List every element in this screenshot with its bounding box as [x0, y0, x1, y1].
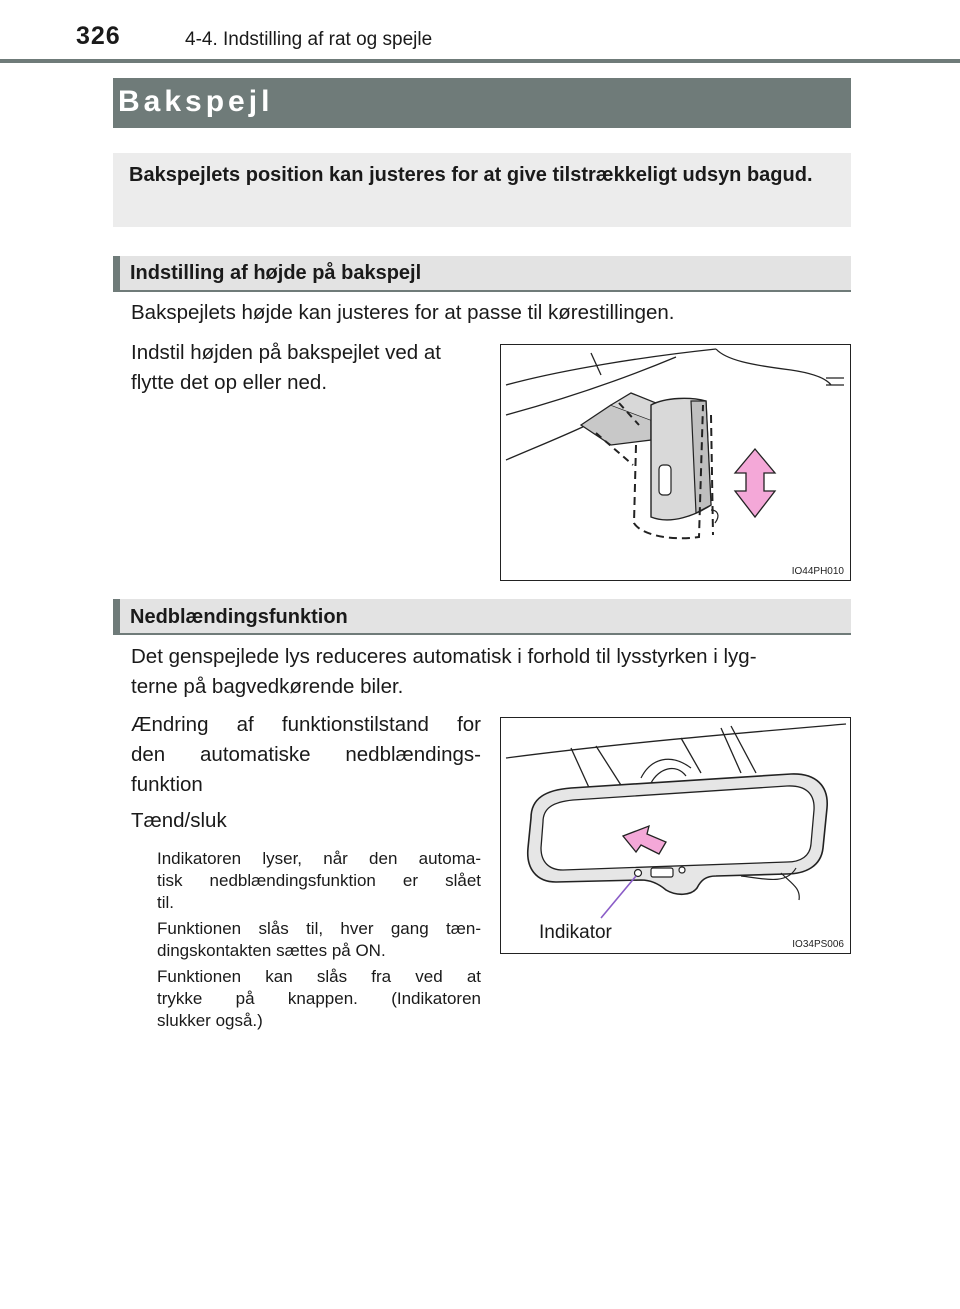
figure-code: IO44PH010	[791, 566, 844, 577]
figure-mirror-height	[500, 344, 851, 581]
note-2-line-2: dingskontakten sættes på ON.	[157, 941, 386, 960]
change-line-2: den automatiske nedblændings-	[131, 743, 481, 766]
page-header	[0, 0, 960, 64]
indicator-label: Indikator	[539, 922, 612, 943]
height-paragraph: Bakspejlets højde kan justeres for at passe til kørestillingen.	[131, 301, 675, 324]
indicator-leader-line	[601, 876, 636, 918]
change-line-1: Ændring af funktionstilstand for	[131, 713, 481, 736]
note-3-line-1: Funktionen kan slås fra ved at	[157, 967, 481, 986]
page-number: 326	[76, 22, 121, 50]
note-1-line-2: tisk nedblændingsfunktion er slået	[157, 871, 481, 890]
mirror-height-illustration	[501, 345, 849, 579]
note-1-line-1: Indikatoren lyser, når den automa-	[157, 849, 481, 868]
section-title: Bakspejl	[118, 85, 274, 118]
height-instruction-line-2: flytte det op eller ned.	[131, 371, 328, 394]
figure-code: IO34PS006	[792, 939, 844, 950]
dimming-paragraph-line-1: Det genspejlede lys reduceres automatisk i forhold til lysstyrken i lyg-	[131, 645, 757, 668]
dimming-paragraph-line-2: terne på bagvedkørende biler.	[131, 675, 404, 698]
note-1-line-3: til.	[157, 893, 174, 912]
dimming-mirror-illustration	[501, 718, 849, 952]
intro-text: Bakspejlets position kan justeres for at give tilstrækkeligt udsyn bagud.	[129, 164, 813, 186]
note-3-line-3: slukker også.)	[157, 1011, 263, 1030]
figure-dimming-mirror	[500, 717, 851, 954]
toggle-label: Tænd/sluk	[131, 809, 227, 832]
header-rule	[0, 59, 960, 63]
subheading-height: Indstilling af højde på bakspejl	[130, 262, 422, 284]
note-3-line-2: trykke på knappen. (Indikatoren	[157, 989, 481, 1008]
note-2-line-1: Funktionen slås til, hver gang tæn-	[157, 919, 481, 938]
up-down-arrow-icon	[735, 449, 775, 517]
subheading-dimming: Nedblændingsfunktion	[130, 606, 348, 628]
height-instruction-line-1: Indstil højden på bakspejlet ved at	[131, 341, 441, 364]
chapter-title: 4-4. Indstilling af rat og spejle	[185, 29, 433, 50]
change-line-3: funktion	[131, 773, 203, 796]
